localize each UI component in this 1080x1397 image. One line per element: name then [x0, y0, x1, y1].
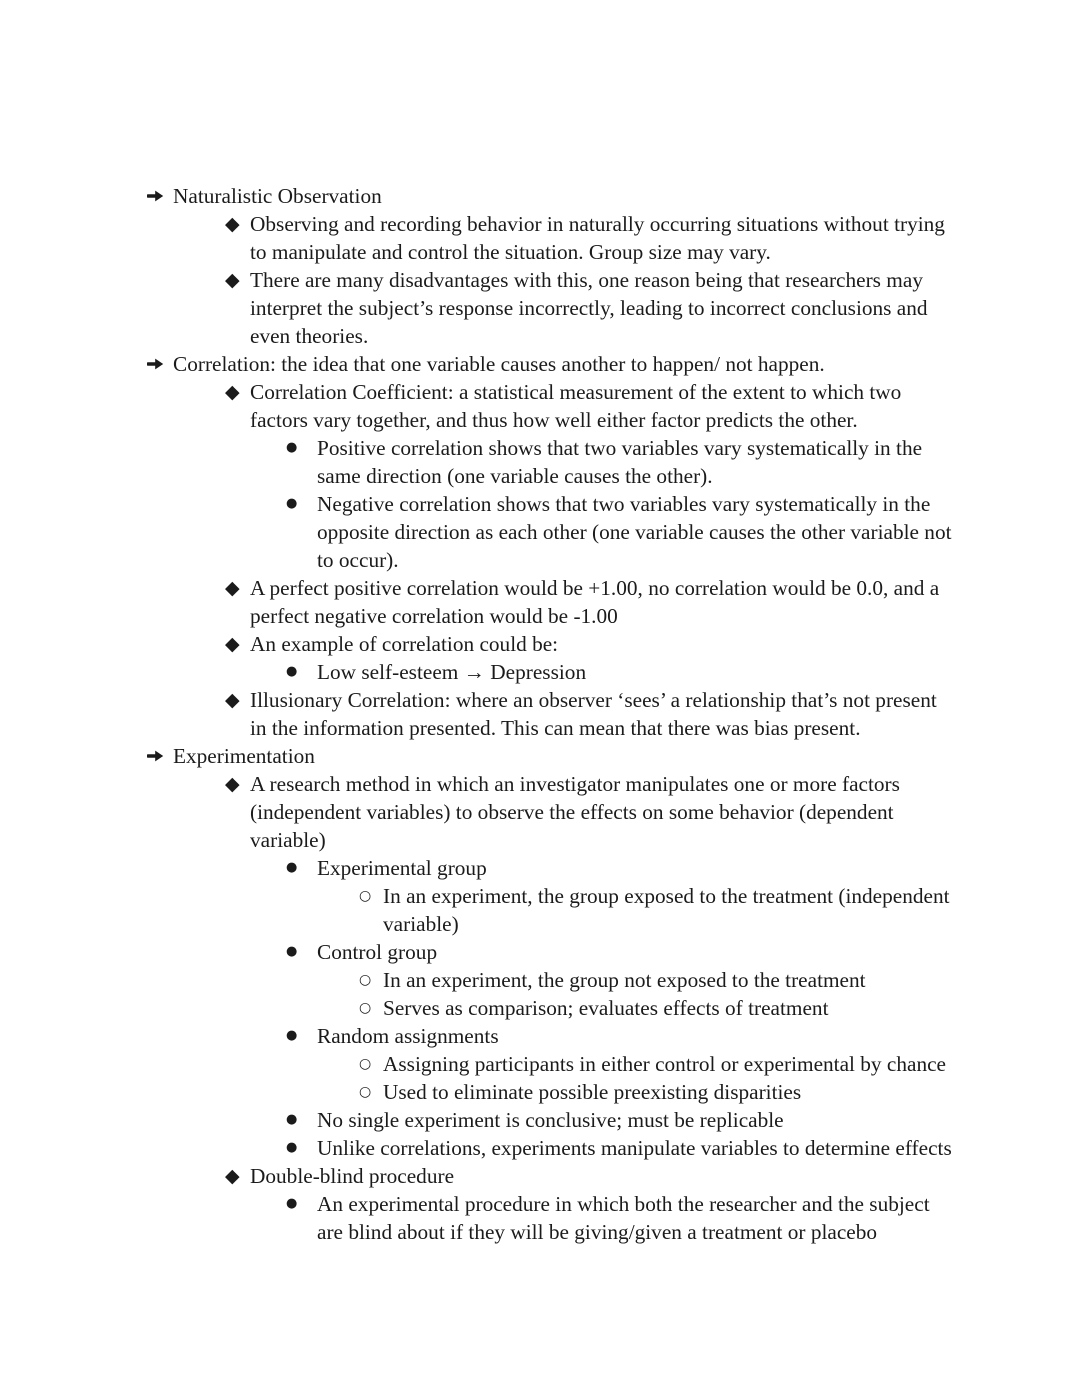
list-item-text: Assigning participants in either control or experimental by chance [383, 1052, 947, 1076]
dot-bullet-icon: ● [286, 440, 298, 455]
dot-bullet-icon: ● [286, 496, 298, 511]
arrow-bullet-icon [147, 742, 173, 762]
diamond-bullet-icon: ◆ [225, 381, 240, 403]
arrow-bullet-icon [147, 350, 173, 370]
list-item [0, 1106, 1080, 1134]
circle-bullet-icon: ○ [359, 1056, 372, 1072]
list-item-text: Correlation Coefficient: a statistical measurement of the extent to which two factors vary together, and thus how well either factor predicts the other. [250, 380, 902, 432]
list-item [0, 1022, 1080, 1050]
list-item [0, 630, 1080, 658]
list-item-text: A research method in which an investigator manipulates one or more factors (independent variables) to observe the effects on some behavior (dependent variable) [250, 772, 900, 852]
list-item-text: Serves as comparison; evaluates effects of treatment [383, 996, 829, 1020]
arrow-bullet-icon [147, 182, 173, 202]
dot-bullet-icon: ● [286, 860, 298, 875]
list-item-text: In an experiment, the group exposed to the treatment (independent variable) [383, 884, 950, 936]
list-item [0, 182, 1080, 210]
list-item [0, 1134, 1080, 1162]
list-item [0, 770, 1080, 854]
dot-bullet-icon: ● [286, 1140, 298, 1155]
list-item-text: An experimental procedure in which both the researcher and the subject are blind about if they will be giving/given a treatment or placebo [317, 1192, 930, 1244]
list-item [0, 1050, 1080, 1078]
list-item [0, 742, 1080, 770]
diamond-bullet-icon: ◆ [225, 577, 240, 599]
list-item-text: Double-blind procedure [250, 1164, 455, 1188]
list-item [0, 882, 1080, 938]
diamond-bullet-icon: ◆ [225, 269, 240, 291]
list-item [0, 434, 1080, 490]
list-item [0, 490, 1080, 574]
list-item [0, 266, 1080, 350]
list-item-text: Experimentation [173, 744, 315, 768]
list-item-text: Negative correlation shows that two variables vary systematically in the opposite direction as each other (one variable causes the other variable not to occur). [317, 492, 952, 572]
list-item [0, 1162, 1080, 1190]
circle-bullet-icon: ○ [359, 888, 372, 904]
circle-bullet-icon: ○ [359, 972, 372, 988]
list-item-text: In an experiment, the group not exposed to the treatment [383, 968, 866, 992]
dot-bullet-icon: ● [286, 664, 298, 679]
list-item [0, 854, 1080, 882]
diamond-bullet-icon: ◆ [225, 1165, 240, 1187]
list-item-text: Naturalistic Observation [173, 184, 382, 208]
list-item [0, 378, 1080, 434]
diamond-bullet-icon: ◆ [225, 689, 240, 711]
list-item [0, 994, 1080, 1022]
list-item-text: There are many disadvantages with this, one reason being that researchers may interpret the subject’s response incorrectly, leading to incorrect conclusions and even theories. [250, 268, 928, 348]
list-item-text: A perfect positive correlation would be +1.00, no correlation would be 0.0, and a perfect negative correlation would be -1.00 [250, 576, 940, 628]
dot-bullet-icon: ● [286, 1112, 298, 1127]
list-item-text: Illusionary Correlation: where an observer ‘sees’ a relationship that’s not present in the information presented. This can mean that there was bias present. [250, 688, 937, 740]
list-item-text: Correlation: the idea that one variable causes another to happen/ not happen. [173, 352, 825, 376]
list-item-text: Positive correlation shows that two variables vary systematically in the same direction (one variable causes the other). [317, 436, 923, 488]
list-item-text: Low self-esteem → Depression [317, 660, 587, 684]
list-item-text: Observing and recording behavior in naturally occurring situations without trying to manipulate and control the situation. Group size may vary. [250, 212, 945, 264]
list-item-text: Experimental group [317, 856, 487, 880]
diamond-bullet-icon: ◆ [225, 633, 240, 655]
list-item [0, 1190, 1080, 1246]
list-item [0, 966, 1080, 994]
list-item [0, 210, 1080, 266]
dot-bullet-icon: ● [286, 1028, 298, 1043]
document-body [0, 182, 1080, 1246]
dot-bullet-icon: ● [286, 944, 298, 959]
list-item-text: Random assignments [317, 1024, 499, 1048]
list-item-text: Unlike correlations, experiments manipulate variables to determine effects [317, 1136, 952, 1160]
dot-bullet-icon: ● [286, 1196, 298, 1211]
circle-bullet-icon: ○ [359, 1084, 372, 1100]
list-item-text: No single experiment is conclusive; must be replicable [317, 1108, 784, 1132]
diamond-bullet-icon: ◆ [225, 213, 240, 235]
list-item-text: An example of correlation could be: [250, 632, 559, 656]
list-item [0, 686, 1080, 742]
diamond-bullet-icon: ◆ [225, 773, 240, 795]
circle-bullet-icon: ○ [359, 1000, 372, 1016]
list-item-text: Control group [317, 940, 438, 964]
list-item-text: Used to eliminate possible preexisting disparities [383, 1080, 802, 1104]
list-item [0, 574, 1080, 630]
list-item [0, 1078, 1080, 1106]
list-item [0, 658, 1080, 686]
list-item [0, 938, 1080, 966]
list-item [0, 350, 1080, 378]
